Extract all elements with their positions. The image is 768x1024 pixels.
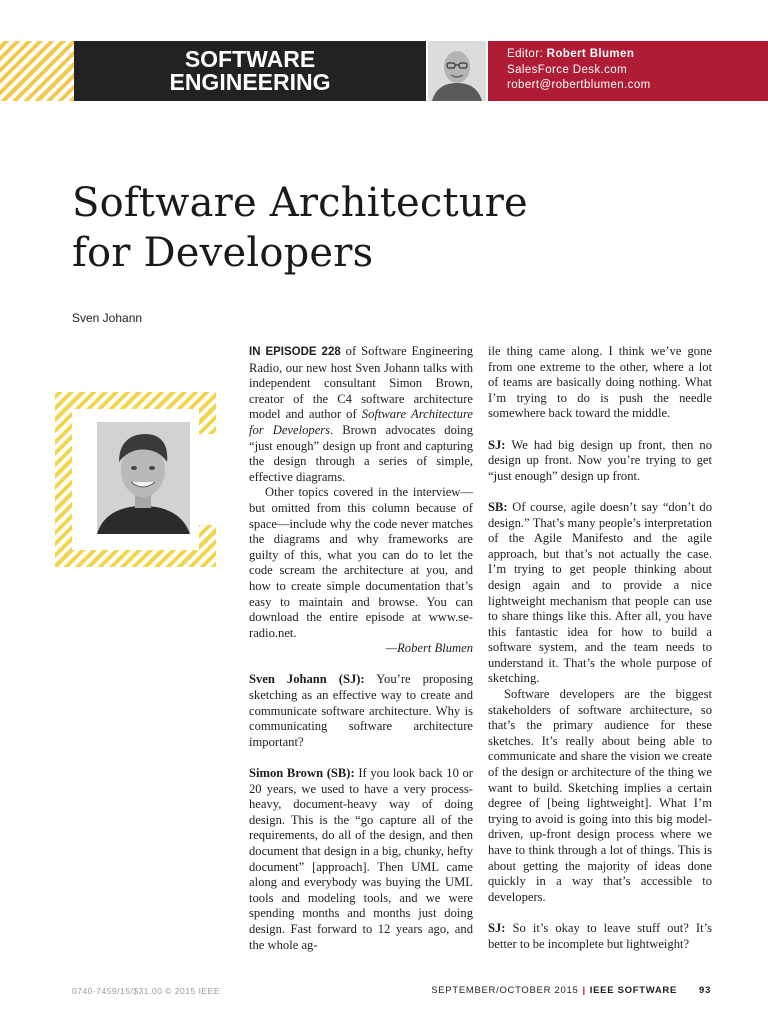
article-column-2 (488, 344, 712, 952)
guest-portrait-icon (97, 422, 190, 534)
editor-company: SalesForce Desk.com (507, 63, 628, 76)
footer-folio (431, 985, 711, 996)
editor-email: robert@robertblumen.com (507, 79, 651, 91)
department-line-1: SOFTWARE (184, 46, 316, 72)
department-line-2: ENGINEERING (169, 69, 331, 95)
title-line-1: Software Architecture (72, 180, 528, 226)
question-1: Sven Johann (SJ): You’re proposing sketching as an effective way to create and communicate software architecture. Why is communicating software architecture important? (249, 672, 473, 749)
guest-photo (97, 422, 190, 534)
editor-name: Robert Blumen (546, 48, 635, 60)
article-author: Sven Johann (72, 311, 143, 325)
intro-paragraph: IN EPISODE 228 of Software Engineering Radio, our new host Sven Johann talks with independent consultant Simon Brown, creator of the C4 software architecture model and author of Software Architecture for Developers. Brown advocates doing “just enough” design up front and capturing the design through a series of simple, effective diagrams. (249, 344, 474, 484)
editor-photo (428, 41, 486, 101)
answer-1-continued: ile thing came along. I think we’ve gone from one extreme to the other, where a lot of teams are basically doing nothing. What I’m trying to do is push the needle somewhere back toward the middle. (488, 344, 712, 421)
editor-portrait-icon (428, 41, 486, 101)
speaker-sj: SJ: (488, 920, 506, 935)
answer-2: SB: Of course, agile doesn’t say “don’t do design.” That’s many people’s interpretation of the Agile Manifesto and the agile approach, but that’s not actually the case. I’m trying to get people thinking about design again and to provide a nice lightweight mechanism that people can use to share things like this. After all, you have this fantastic idea for how to build a software system, and the team needs to understand it. That’s the whole purpose of sketching. (488, 499, 712, 686)
speaker-sj: Sven Johann (SJ): (249, 672, 365, 687)
footer-issue: SEPTEMBER/OCTOBER 2015 (431, 985, 579, 996)
speaker-sj: SJ: (488, 437, 506, 452)
footer-issn: 0740-7459/15/$31.00 © 2015 IEEE (72, 986, 220, 996)
article-column-1 (249, 344, 473, 953)
answer-1: Simon Brown (SB): If you look back 10 or 20 years, we used to have a very process-heavy, document-heavy way of doing design. This is the “go capture all of the requirements, do all of the design, and then document that design in a big, chunky, hefty document” [approach]. Then UML came along and everybody was buying the UML tools and modeling tools, and we were spending months and months just doing design. Fast forward to 12 years ago, and the whole ag- (249, 766, 473, 952)
intro-lead: IN EPISODE 228 (249, 346, 341, 358)
footer-separator: | (582, 985, 586, 996)
intro-signature: —Robert Blumen (385, 641, 473, 656)
speaker-sb: Simon Brown (SB): (249, 766, 355, 781)
department-banner (74, 41, 426, 101)
question-3: SJ: So it’s okay to leave stuff out? It’s better to be incomplete but lightweight? (488, 920, 712, 951)
intro-paragraph-2: Other topics covered in the interview—but omitted from this column because of space—include why the code never matches the diagrams and why frameworks are guilty of this, what you can do to let the code scream the architecture at you, and how to create simple documentation that’s easy to maintain and browse. You can download the entire episode at www.se-radio.net. (249, 485, 473, 640)
header-hatch-decoration (0, 41, 74, 101)
article-title (72, 178, 528, 278)
speaker-sb: SB: (488, 499, 508, 514)
question-2: SJ: We had big design up front, then no design up front. Now you’re trying to get “just enough” design up front. (488, 437, 712, 483)
footer-magazine: IEEE SOFTWARE (589, 985, 678, 996)
answer-2-paragraph-2: Software developers are the biggest stakeholders of software architecture, so that’s the primary audience for these sketches. It’s really about being able to communicate and share the vision we create of the design or architecture of the thing we want to build. Sketching implies a certain degree of [being lightweight]. What I’m trying to avoid is going into this big model-driven, up-front design process where we have to think through a lot of things. This is about getting the majority of ideas done quickly in a way that’s accessible to developers. (488, 687, 712, 904)
book-title: Software Architecture for Developers (249, 407, 474, 437)
page-number: 93 (699, 985, 711, 996)
title-line-2: for Developers (72, 230, 374, 276)
editor-label: Editor: (507, 48, 544, 60)
editor-info (488, 41, 768, 101)
